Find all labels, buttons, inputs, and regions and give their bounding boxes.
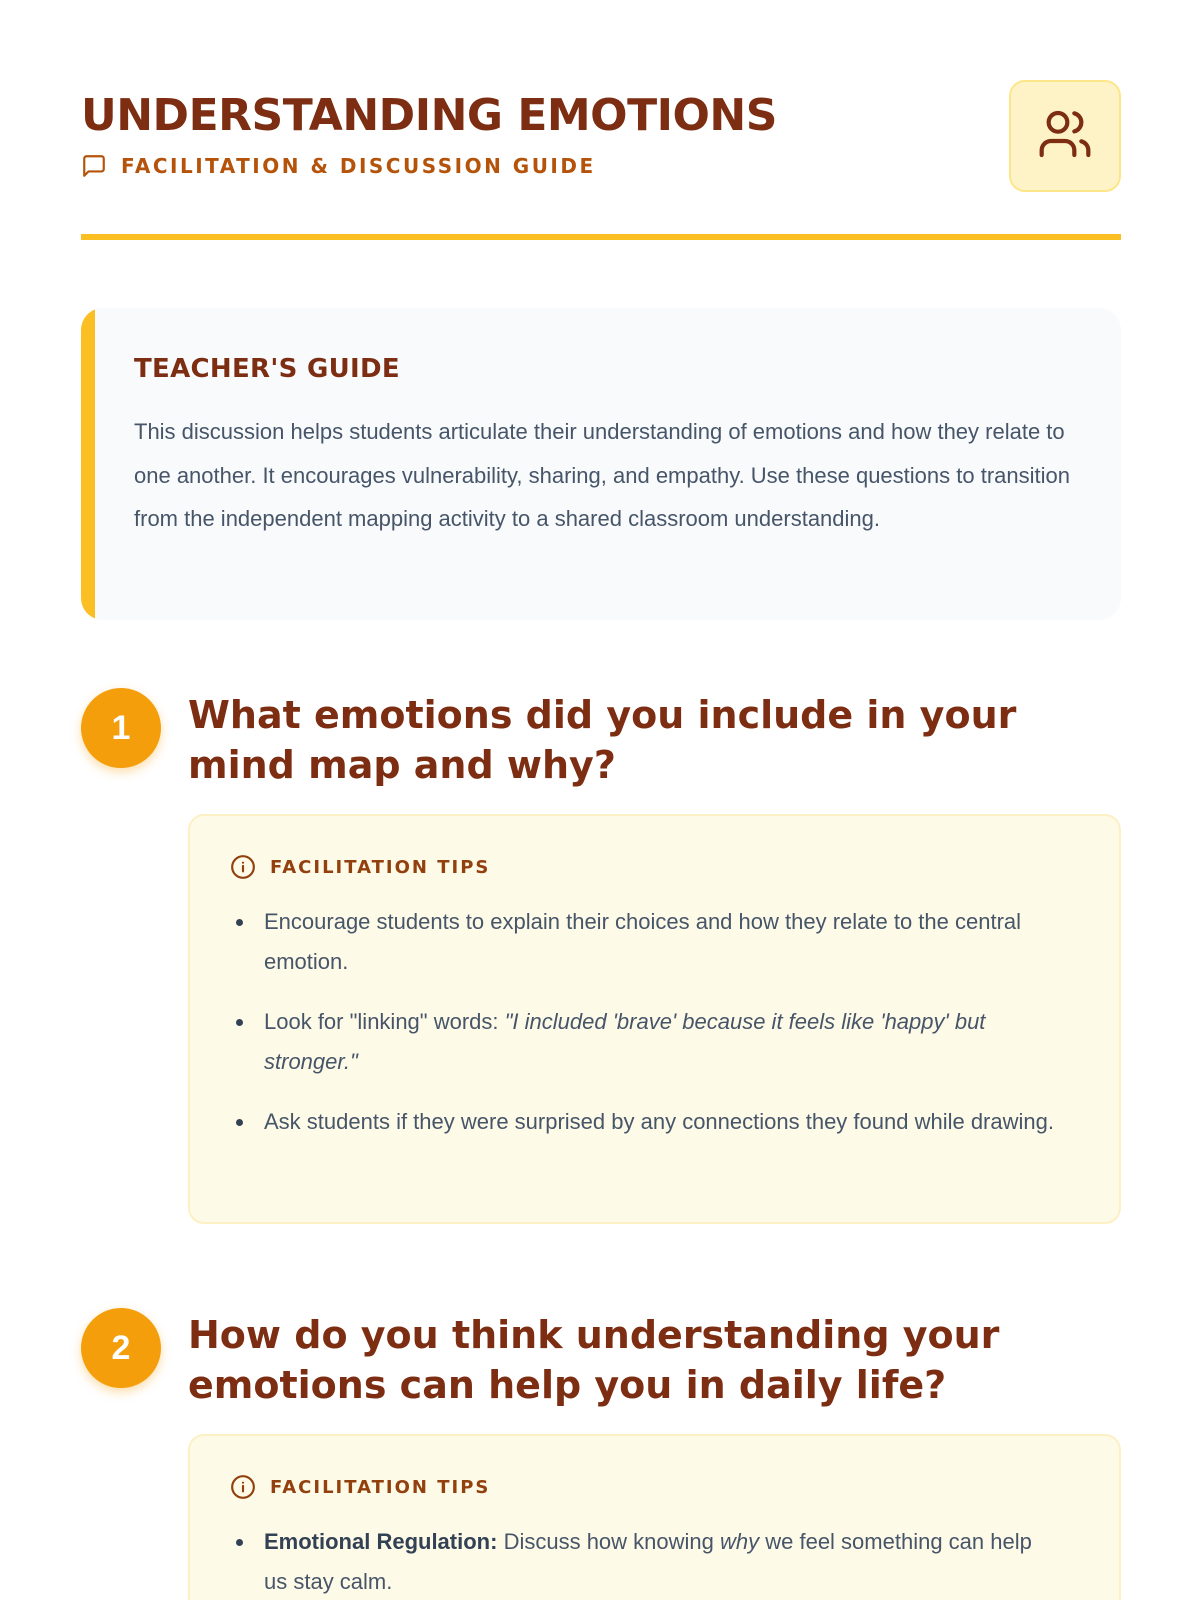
tip-item <box>230 902 1060 982</box>
message-square-icon <box>81 153 107 179</box>
question-1 <box>81 688 1121 1228</box>
tip-text: Ask students if they were surprised by any connections they found while drawing. <box>264 1109 1054 1134</box>
page-title: UNDERSTANDING EMOTIONS <box>81 90 777 141</box>
header-badge <box>1009 80 1121 192</box>
tips-header <box>230 854 490 880</box>
tip-item <box>230 1102 1060 1142</box>
tip-text: Discuss how knowing <box>497 1529 720 1554</box>
question-number-badge: 1 <box>81 688 161 768</box>
question-2 <box>81 1308 1121 1600</box>
question-text: What emotions did you include in your mind map and why? <box>188 693 1017 787</box>
question-text: How do you think understanding your emotions can help you in daily life? <box>188 1313 1000 1407</box>
tip-text: Encourage students to explain their choices and how they relate to the central emotion. <box>264 909 1022 974</box>
tips-list <box>230 902 1060 1162</box>
users-icon <box>1037 106 1093 166</box>
tips-label: FACILITATION TIPS <box>270 1476 491 1498</box>
tip-item <box>230 1522 1060 1600</box>
tip-item <box>230 1002 1060 1082</box>
tips-label: FACILITATION TIPS <box>270 856 491 878</box>
subtitle-row <box>81 154 596 178</box>
info-icon <box>230 854 256 880</box>
tip-quote: "I included 'brave' because it feels like 'happy' but stronger." <box>264 1009 986 1074</box>
page-subtitle: FACILITATION & DISCUSSION GUIDE <box>121 154 596 178</box>
page-header <box>81 80 1121 240</box>
facilitation-tips-card <box>188 814 1121 1224</box>
facilitation-tips-card <box>188 1434 1121 1600</box>
guide-accent-bar <box>81 308 95 620</box>
tip-text: Look for "linking" words: <box>264 1009 505 1034</box>
info-icon <box>230 1474 256 1500</box>
teachers-guide-card <box>81 308 1121 620</box>
guide-text: This discussion helps students articulate their understanding of emotions and how they relate to one another. It encourages vulnerability, sharing, and empathy. Use these questions to transition from the independent mapping activity to a shared classroom understanding. <box>134 419 1070 531</box>
discussion-guide-page <box>81 0 1121 1600</box>
tip-heading: Emotional Regulation: <box>264 1529 498 1554</box>
tip-emphasis: why <box>720 1529 760 1554</box>
question-number-badge: 2 <box>81 1308 161 1388</box>
tips-header <box>230 1474 490 1500</box>
header-divider <box>81 234 1121 240</box>
tip-text: we feel something can help us stay calm. <box>264 1529 1032 1594</box>
tips-list <box>230 1522 1060 1600</box>
guide-title: TEACHER'S GUIDE <box>134 354 400 384</box>
